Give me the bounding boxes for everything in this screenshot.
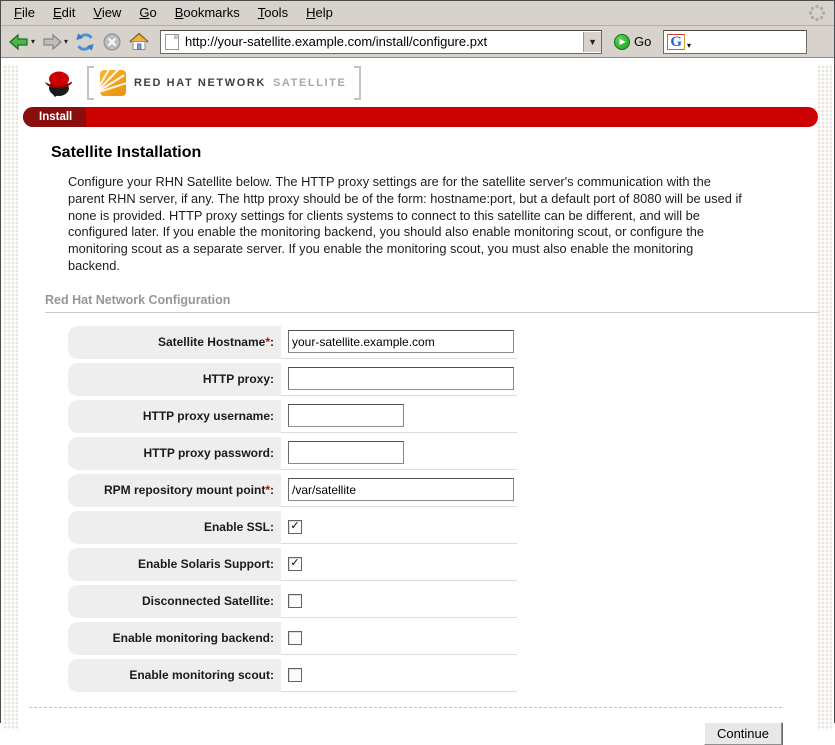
form-actions bbox=[1, 722, 782, 745]
go-icon: ▶ bbox=[614, 34, 630, 50]
menu-item-tools[interactable]: Tools bbox=[257, 5, 289, 20]
form-row-http-proxy-username bbox=[68, 400, 834, 433]
forward-button[interactable] bbox=[39, 29, 70, 55]
field-label: RPM repository mount point * : bbox=[68, 474, 281, 507]
enable-solaris-checkbox[interactable] bbox=[288, 557, 302, 571]
rpm-mount-point-input[interactable] bbox=[288, 478, 514, 501]
stop-button[interactable] bbox=[100, 29, 124, 55]
install-nav-bar bbox=[23, 107, 818, 127]
home-button[interactable] bbox=[126, 29, 152, 55]
address-dropdown-button[interactable]: ▼ bbox=[583, 32, 601, 52]
continue-button[interactable]: Continue bbox=[704, 722, 782, 745]
address-bar[interactable] bbox=[160, 30, 602, 54]
configuration-form bbox=[68, 326, 834, 692]
go-button[interactable] bbox=[608, 30, 657, 54]
back-arrow-icon bbox=[8, 33, 30, 51]
google-icon[interactable]: G bbox=[667, 34, 685, 50]
intro-text: Configure your RHN Satellite below. The HTTP proxy settings are for the satellite server's communication with the parent RHN server, if any. The http proxy should be of the form: hostname:port, but a default port of 8080 will be used if none is provided. HTTP proxy settings for clients systems to connect to this satellite can be different, and will be configured later. If you enable the monitoring backend, you should also enable monitoring scout, or configure the monitoring scout as a separate server. If you enable the monitoring scout, you must also enable the monitoring backend. bbox=[68, 174, 742, 273]
throbber-icon bbox=[808, 4, 826, 22]
brand-satellite-text: SATELLITE bbox=[272, 77, 347, 89]
section-header-label: Red Hat Network Configuration bbox=[45, 292, 231, 307]
field-label: Satellite Hostname * : bbox=[68, 326, 281, 359]
disconnected-satellite-checkbox[interactable] bbox=[288, 594, 302, 608]
brand-bracket-right bbox=[354, 66, 361, 100]
rhn-logo-icon bbox=[100, 70, 126, 96]
brand-bracket-left bbox=[87, 66, 94, 100]
http-proxy-input[interactable] bbox=[288, 367, 514, 390]
form-row-http-proxy bbox=[68, 363, 834, 396]
menu-item-help[interactable]: Help bbox=[306, 5, 333, 20]
reload-button[interactable] bbox=[72, 29, 98, 55]
home-icon bbox=[128, 32, 150, 52]
form-row-http-proxy-password bbox=[68, 437, 834, 470]
menu-item-go[interactable]: Go bbox=[139, 5, 157, 20]
forward-arrow-icon bbox=[41, 33, 63, 51]
left-dots-decoration bbox=[3, 65, 18, 730]
menu-item-file[interactable]: File bbox=[14, 5, 35, 20]
field-label: Enable monitoring scout : bbox=[68, 659, 281, 692]
enable-ssl-checkbox[interactable] bbox=[288, 520, 302, 534]
field-label: Disconnected Satellite : bbox=[68, 585, 281, 618]
menu-bar bbox=[1, 1, 834, 26]
menu-item-view[interactable]: View bbox=[93, 5, 122, 20]
field-label: HTTP proxy : bbox=[68, 363, 281, 396]
tab-install[interactable]: Install bbox=[23, 107, 86, 127]
page-content bbox=[1, 65, 834, 741]
brand-network-text: RED HAT NETWORK bbox=[134, 77, 266, 89]
field-label: Enable Solaris Support : bbox=[68, 548, 281, 581]
monitoring-scout-checkbox[interactable] bbox=[288, 668, 302, 682]
go-label: Go bbox=[634, 34, 652, 49]
form-row-disconnected-satellite bbox=[68, 585, 834, 618]
field-label: Enable monitoring backend : bbox=[68, 622, 281, 655]
form-row-monitoring-scout bbox=[68, 659, 834, 692]
page-title: Satellite Installation bbox=[51, 144, 202, 161]
site-header bbox=[43, 65, 834, 101]
back-dropdown-caret[interactable]: ▾ bbox=[31, 37, 36, 46]
section-header bbox=[45, 291, 820, 313]
required-asterisk: * bbox=[265, 335, 270, 350]
menu-item-bookmarks[interactable]: Bookmarks bbox=[174, 5, 240, 20]
right-dots-decoration bbox=[817, 65, 832, 730]
field-label: HTTP proxy password : bbox=[68, 437, 281, 470]
search-box[interactable] bbox=[663, 30, 807, 54]
page-icon bbox=[165, 34, 179, 50]
navigation-toolbar bbox=[1, 26, 834, 58]
menu-item-edit[interactable]: Edit bbox=[52, 5, 76, 20]
search-input[interactable] bbox=[691, 34, 806, 50]
redhat-shadowman-logo bbox=[43, 68, 75, 98]
stop-icon bbox=[102, 32, 122, 52]
field-label: Enable SSL : bbox=[68, 511, 281, 544]
form-row-satellite-hostname bbox=[68, 326, 834, 359]
form-row-monitoring-backend bbox=[68, 622, 834, 655]
http-proxy-username-input[interactable] bbox=[288, 404, 404, 427]
form-bottom-separator bbox=[29, 707, 782, 708]
http-proxy-password-input[interactable] bbox=[288, 441, 404, 464]
back-button[interactable] bbox=[6, 29, 37, 55]
form-row-enable-solaris bbox=[68, 548, 834, 581]
search-engine-caret[interactable]: ▾ bbox=[687, 41, 692, 50]
form-row-enable-ssl bbox=[68, 511, 834, 544]
reload-icon bbox=[74, 32, 96, 52]
address-input[interactable] bbox=[185, 34, 583, 49]
forward-dropdown-caret[interactable]: ▾ bbox=[64, 37, 69, 46]
form-row-rpm-mount-point bbox=[68, 474, 834, 507]
monitoring-backend-checkbox[interactable] bbox=[288, 631, 302, 645]
field-label: HTTP proxy username : bbox=[68, 400, 281, 433]
satellite-hostname-input[interactable] bbox=[288, 330, 514, 353]
required-asterisk: * bbox=[265, 483, 270, 498]
